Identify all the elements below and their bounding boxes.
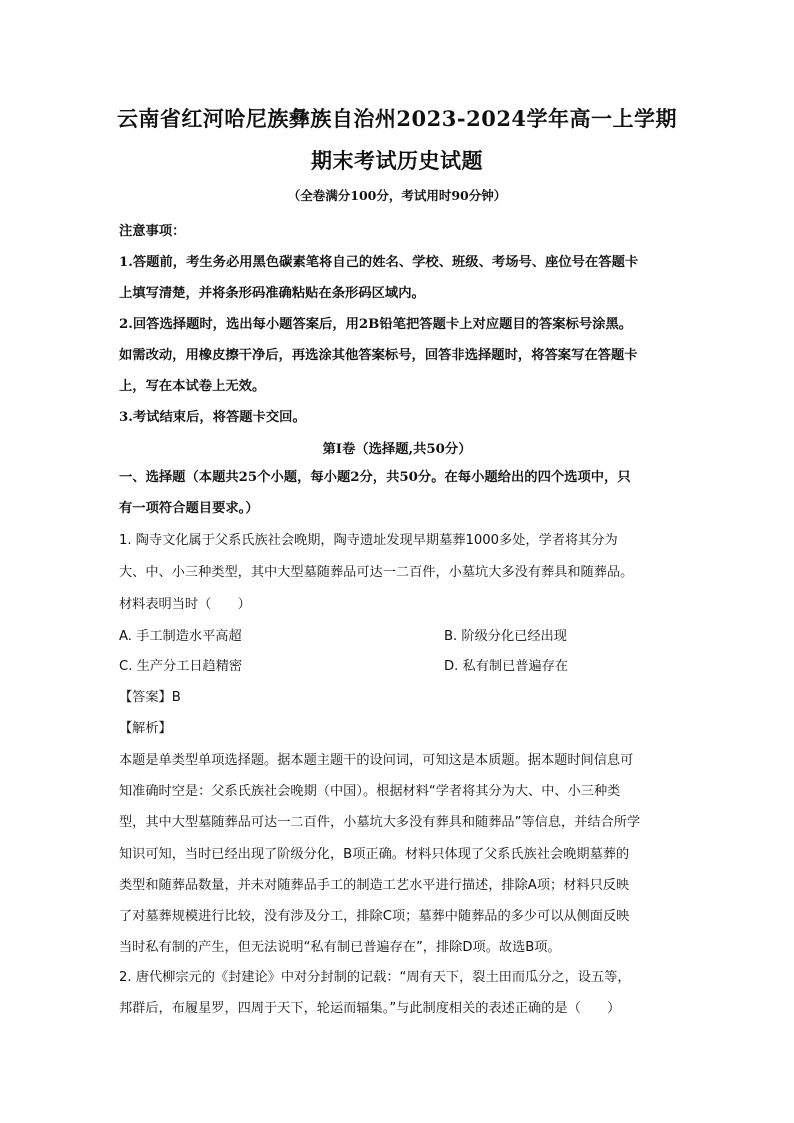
q1-option-c: C. 生产分工日趋精密 [119,659,243,674]
q2-stem-b: 邦群后，布履星罗，四周于天下，轮运而辐集。”与此制度相关的表述正确的是（ ） [119,1001,621,1016]
exam-subtitle: （全卷满分100分，考试用时90分钟） [287,188,507,203]
q1-option-d: D. 私有制已普遍存在 [444,659,569,674]
part1-instruction-a: 一、选择题（本题共25个小题，每小题2分，共50分。在每小题给出的四个选项中，只 [119,470,631,485]
q1-analysis-heading: 【解析】 [119,721,172,736]
notice-item-3: 3.考试结束后，将答题卡交回。 [119,410,306,425]
q1-analysis-line1: 本题是单类型单项选择题。据本题主题干的设问词，可知这是本质题。据本题时间信息可 [119,753,634,768]
q1-stem-a: 1. 陶寺文化属于父系氏族社会晚期，陶寺遗址发现早期墓葬1000多处，学者将其分为 [119,533,618,548]
q1-answer: 【答案】B [119,690,181,705]
q1-analysis-line2: 知准确时空是：父系氏族社会晚期（中国）。根据材料“学者将其分为大、中、小三种类 [119,784,621,799]
exam-title-line1: 云南省红河哈尼族彝族自治州2023-2024学年高一上学期 [116,106,678,131]
part1-instruction-b: 有一项符合题目要求。） [119,501,259,516]
notice-item-1b: 上填写清楚，并将条形码准确粘贴在条形码区域内。 [119,286,425,301]
q1-analysis-line4: 知识可知，当时已经出现了阶级分化，B项正确。材料只体现了父系氏族社会晚期墓葬的 [119,847,630,862]
notice-item-2b: 如需改动，用橡皮擦干净后，再选涂其他答案标号，回答非选择题时，将答案写在答题卡 [119,348,638,363]
section-title: 第Ⅰ卷（选择题,共50分） [322,442,472,457]
q1-option-a: A. 手工制造水平高超 [119,629,242,644]
q1-analysis-line5: 类型和随葬品数量，并未对随葬品手工的制造工艺水平进行描述，排除A项；材料只反映 [119,878,630,893]
notice-item-2a: 2.回答选择题时，选出每小题答案后，用2B铅笔把答题卡上对应题目的答案标号涂黑。 [119,317,633,332]
notice-heading: 注意事项： [119,224,186,239]
q1-analysis-line3: 型，其中大型墓随葬品可达一二百件，小墓坑大多没有葬具和随葬品”等信息，并结合所学 [119,815,641,830]
notice-item-1a: 1.答题前，考生务必用黑色碳素笔将自己的姓名、学校、班级、考场号、座位号在答题卡 [119,255,639,270]
exam-title-line2: 期末考试历史试题 [311,148,483,173]
q1-stem-c: 材料表明当时（ ） [119,597,251,612]
q2-stem-a: 2. 唐代柳宗元的《封建论》中对分封制的记载：“周有天下，裂土田而瓜分之，设五等， [119,970,631,985]
notice-item-2c: 上，写在本试卷上无效。 [119,379,266,394]
q1-stem-b: 大、中、小三种类型，其中大型墓随葬品可达一二百件，小墓坑大多没有葬具和随葬品。 [119,565,634,580]
q1-analysis-line6: 了对墓葬规模进行比较，没有涉及分工，排除C项；墓葬中随葬品的多少可以从侧面反映 [119,909,630,924]
q1-analysis-line7: 当时私有制的产生，但无法说明“私有制已普遍存在”，排除D项。故选B项。 [119,940,561,955]
q1-option-b: B. 阶级分化已经出现 [444,629,567,644]
